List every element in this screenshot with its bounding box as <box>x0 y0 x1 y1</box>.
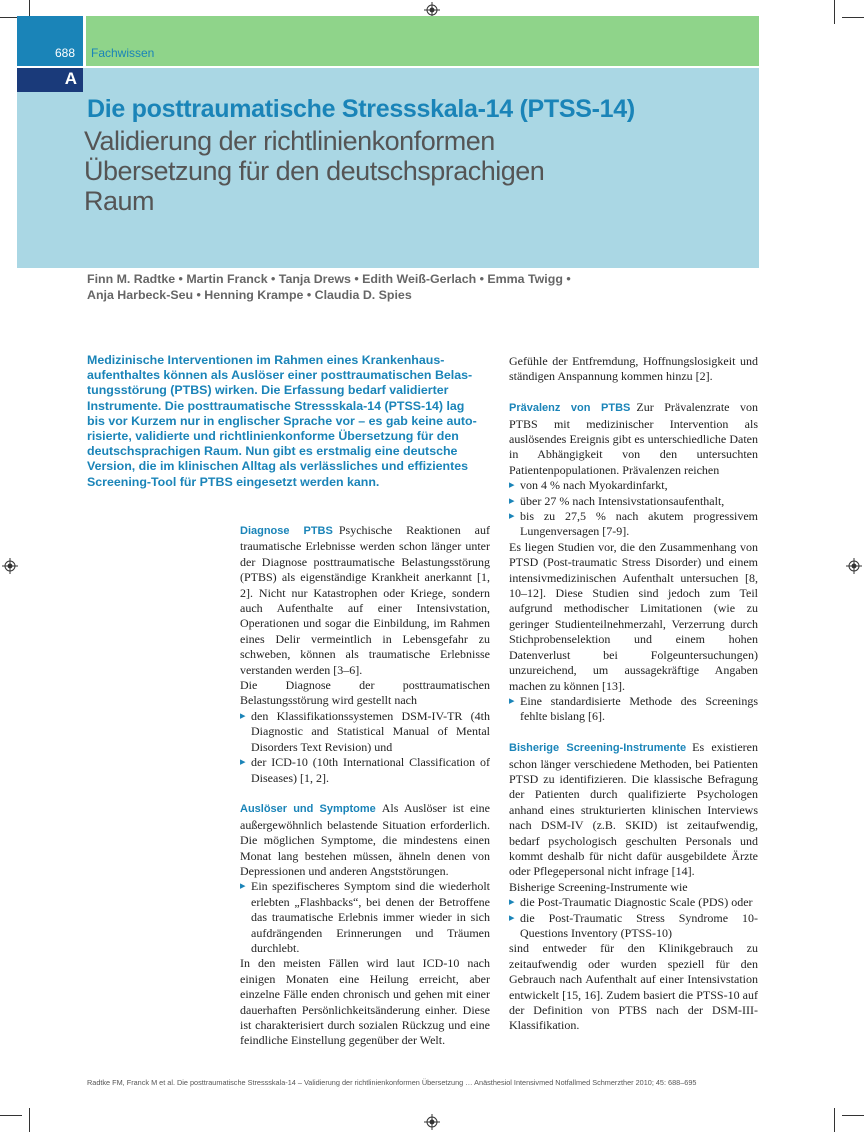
paragraph-text: Zur Prävalenzrate von PTBS mit medizinischer Intervention als auslösendes Ereignis gibt es unterschiedliche Daten in Abhängigkeit von den untersuchten Patientenpopulationen. Prävalenzen reichen <box>509 400 758 477</box>
article-subtitle <box>84 126 744 216</box>
article-title: Die posttraumatische Stressskala-14 (PTSS-14) <box>87 95 635 123</box>
abstract-line: risierte, validierte und richtlinienkonforme Übersetzung für den <box>87 429 459 444</box>
abstract-line: Instrumente. Die posttraumatische Stressskala-14 (PTSS-14) lag <box>87 398 465 413</box>
text-column-1 <box>240 523 490 1049</box>
paragraph <box>509 740 758 880</box>
registration-mark-icon <box>2 558 18 574</box>
paragraph: Die Diagnose der posttraumatischen Belastungsstörung wird gestellt nach <box>240 678 490 708</box>
paragraph: In den meisten Fällen wird laut ICD-10 nach einigen Monaten eine Heilung erreicht, aber einzelne Fälle enden chronisch und gehen mit einer dauerhaften Persönlichkeitsänderung einher. Diese ist charakterisiert durch sozialen Rückzug und eine feindliche Einstellung gegenüber der Welt. <box>240 956 490 1048</box>
bullet-item: ▸ von 4 % nach Myokardinfarkt, <box>509 478 758 493</box>
crop-mark <box>29 1108 30 1132</box>
bullet-item: ▸ die Post-Traumatic Stress Syndrome 10-Questions Inventory (PTSS-10) <box>509 911 758 942</box>
bullet-item: ▸ den Klassifikationssystemen DSM-IV-TR (4th Diagnostic and Statistical Manual of Mental Disorders Text Revision) und <box>240 709 490 755</box>
author-line: Anja Harbeck-Seu • Henning Krampe • Claudia D. Spies <box>87 288 412 302</box>
section-letter-box <box>17 68 83 92</box>
crop-mark <box>834 0 835 24</box>
bullet-item: ▸ bis zu 27,5 % nach akutem progressivem Lungenversagen [7-9]. <box>509 509 758 540</box>
section-label: Fachwissen <box>91 46 155 60</box>
paragraph-text: Als Auslöser ist eine außergewöhnlich belastende Situation erforderlich. Die möglichen Symptome, die mindestens einen Monat lang bestehen müssen, ähneln denen von Depressionen und anderen Angststörungen. <box>240 801 490 878</box>
paragraph <box>240 523 490 678</box>
paragraph <box>509 400 758 478</box>
abstract-line: aufenthaltes können als Auslöser einer posttraumatischen Belas- <box>87 368 473 383</box>
author-list <box>87 271 647 303</box>
abstract <box>87 353 485 490</box>
subheading: Auslöser und Symptome <box>240 803 376 816</box>
crop-mark <box>842 1115 864 1116</box>
subtitle-line: Validierung der richtlinienkonformen <box>84 126 495 156</box>
bullet-item: ▸ die Post-Traumatic Diagnostic Scale (PDS) oder <box>509 895 758 910</box>
abstract-line: Screening-Tool für PTBS eingesetzt werden kann. <box>87 474 380 489</box>
crop-mark <box>0 1115 22 1116</box>
citation-footer: Radtke FM, Franck M et al. Die posttraumatische Stressskala-14 – Validierung der richtlinienkonformen Übersetzung … Anästhesiol Intensivmed Notfallmed Schmerzther 2010; 45: 688–695 <box>87 1078 697 1087</box>
abstract-line: bis vor Kurzem nur in englischer Sprache vor – es gab keine auto- <box>87 413 477 428</box>
bullet-item: ▸ der ICD-10 (10th International Classification of Diseases) [1, 2]. <box>240 755 490 786</box>
text-column-2 <box>509 354 758 1034</box>
paragraph: sind entweder für den Klinikgebrauch zu zeitaufwendig oder wurden speziell für den Gebrauch nach Aufenthalt auf einer Intensivstation entwickelt [15, 16]. Zudem basiert die PTSS-10 auf der Definition von PTBS nach der DSM-III-Klassifikation. <box>509 941 758 1033</box>
registration-mark-icon <box>424 1114 440 1130</box>
author-line: Finn M. Radtke • Martin Franck • Tanja Drews • Edith Weiß-Gerlach • Emma Twigg • <box>87 272 571 286</box>
bullet-item: ▸ Ein spezifischeres Symptom sind die wiederholt erlebten „Flashbacks“, bei denen der Betroffene das traumatische Erlebnis immer wieder in sich aufdrängenden Erinnerungen und Träumen durchlebt. <box>240 879 490 956</box>
crop-mark <box>842 17 864 18</box>
subheading: Diagnose PTBS <box>240 525 333 537</box>
bullet-item: ▸ Eine standardisierte Methode des Screenings fehlte bislang [6]. <box>509 694 758 725</box>
paragraph: Bisherige Screening-Instrumente wie <box>509 879 688 894</box>
paragraph-text: Es existieren schon länger verschiedene Methoden, bei Patienten PTSD zu identifizieren. Die klassische Befragung der Patienten durch qualifizierte Psychologen anhand eines strukturierten klinischen Interviews nach DSM-IV (z.B. SKID) ist zeitaufwendig, bedarf psychologisch geschulten Personals und kommt deshalb für nicht dafür ausgebildete Ärzte oder Pflegepersonal nicht infrage [14]. <box>509 740 758 879</box>
abstract-line: Version, die im klinischen Alltag als verlässliches und effizientes <box>87 459 469 474</box>
paragraph: Es liegen Studien vor, die den Zusammenhang von PTSD (Post-traumatic Stress Disorder) und einem intensivmedizinischen Aufenthalt untersuchen [8, 10–12]. Diese Studien sind jedoch zum Teil aufgrund methodischer Limitationen (wie zu geringer Studienteilnehmerzahl, Verzerrung durch Stichprobenselektion und einem hohen Datenverlust bei Folgeuntersuchungen) unzureichend, um aussagekräftige Angaben machen zu können [13]. <box>509 539 758 693</box>
page-number: 688 <box>54 46 75 60</box>
paragraph-text: Psychische Reaktionen auf traumatische Erlebnisse werden schon länger unter der Diagnose posttraumatische Belastungsstörung (PTBS) als eigenständige Krankheit anerkannt [1, 2]. Nicht nur Katastrophen oder Kriege, sondern auch Aufenthalte auf einer Intensivstation, Operationen und sogar die Einbildung, im Rahmen eines Delir vermeintlich in Lebensgefahr zu schweben, können als traumatische Erlebnisse verstanden werden [3–6]. <box>240 523 490 677</box>
header-bar <box>86 16 759 66</box>
subheading: Bisherige Screening-Instrumente <box>509 742 687 755</box>
abstract-line: deutschsprachigen Raum. Nun gibt es erstmalig eine deutsche <box>87 444 458 459</box>
registration-mark-icon <box>846 558 862 574</box>
section-letter: A <box>64 69 77 88</box>
paragraph <box>240 801 490 879</box>
subtitle-line: Raum <box>84 186 155 216</box>
bullet-item: ▸ über 27 % nach Intensivstationsaufenthalt, <box>509 494 758 509</box>
subtitle-line: Übersetzung für den deutschsprachigen <box>84 156 545 186</box>
abstract-line: tungsstörung (PTBS) wirken. Die Erfassung bedarf validierter <box>87 383 449 398</box>
abstract-line: Medizinische Interventionen im Rahmen eines Krankenhaus- <box>87 353 445 367</box>
page-number-box <box>17 16 83 66</box>
paragraph: Gefühle der Entfremdung, Hoffnungslosigkeit und ständigen Anspannung kommen hinzu [2]. <box>509 354 758 384</box>
crop-mark <box>834 1108 835 1132</box>
subheading: Prävalenz von PTBS <box>509 402 631 415</box>
